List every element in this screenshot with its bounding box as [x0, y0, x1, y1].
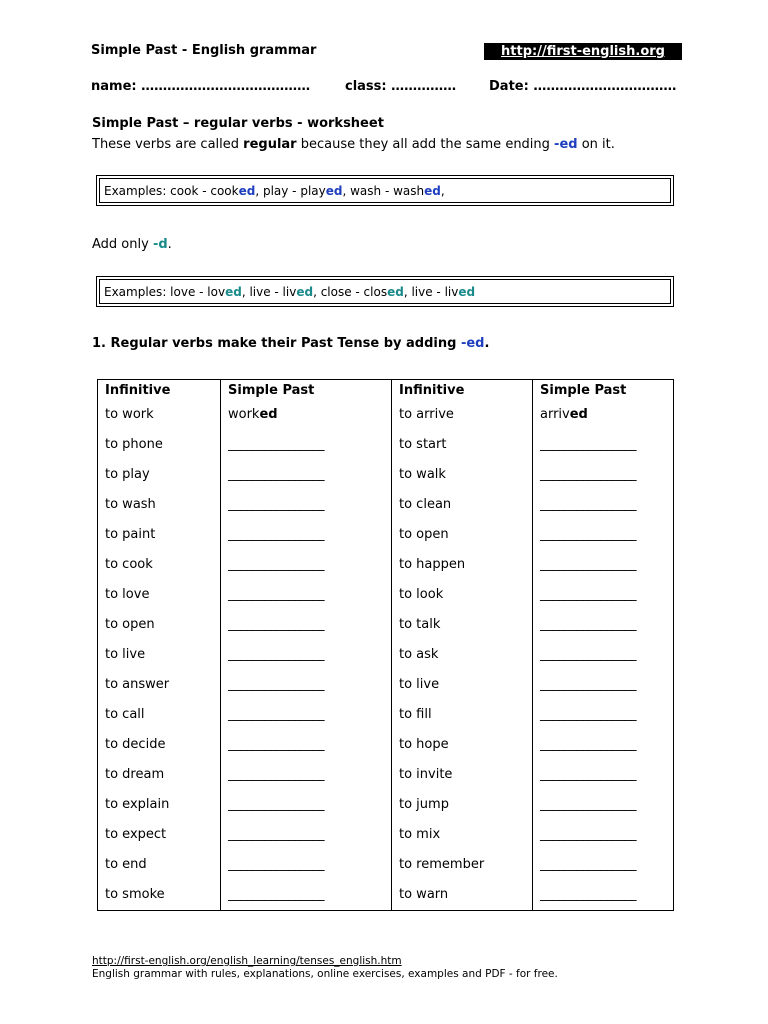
- infinitive-cell: to arrive: [392, 400, 533, 430]
- answer-blank[interactable]: ________________: [533, 820, 674, 850]
- answer-blank[interactable]: ________________: [533, 430, 674, 460]
- answer-blank[interactable]: ________________: [533, 550, 674, 580]
- infinitive-cell: to mix: [392, 820, 533, 850]
- table-row: [98, 760, 674, 790]
- past-example-cell: worked: [221, 400, 392, 430]
- infinitive-cell: to smoke: [98, 880, 221, 911]
- infinitive-cell: to play: [98, 460, 221, 490]
- answer-blank[interactable]: ________________: [533, 640, 674, 670]
- date-field[interactable]: Date: ……………………………: [489, 79, 677, 94]
- answer-blank[interactable]: ________________: [221, 730, 392, 760]
- answer-blank[interactable]: ________________: [533, 700, 674, 730]
- task-heading: 1. Regular verbs make their Past Tense by adding -ed.: [92, 336, 490, 351]
- infinitive-cell: to look: [392, 580, 533, 610]
- table-row: [98, 880, 674, 911]
- table-row: [98, 430, 674, 460]
- answer-blank[interactable]: ________________: [533, 490, 674, 520]
- infinitive-cell: to love: [98, 580, 221, 610]
- table-row: [98, 700, 674, 730]
- infinitive-cell: to clean: [392, 490, 533, 520]
- answer-blank[interactable]: ________________: [533, 580, 674, 610]
- footer-link[interactable]: http://first-english.org/english_learning/tenses_english.htm: [92, 955, 402, 967]
- answer-blank[interactable]: ________________: [221, 670, 392, 700]
- infinitive-cell: to hope: [392, 730, 533, 760]
- infinitive-cell: to remember: [392, 850, 533, 880]
- table-row: [98, 730, 674, 760]
- infinitive-cell: to live: [392, 670, 533, 700]
- header-infinitive: Infinitive: [98, 380, 221, 401]
- header-simple-past: Simple Past: [221, 380, 392, 401]
- infinitive-cell: to talk: [392, 610, 533, 640]
- table-header-row: [98, 380, 674, 401]
- answer-blank[interactable]: ________________: [221, 580, 392, 610]
- table-row: [98, 550, 674, 580]
- answer-blank[interactable]: ________________: [533, 670, 674, 700]
- answer-blank[interactable]: ________________: [533, 610, 674, 640]
- infinitive-cell: to wash: [98, 490, 221, 520]
- answer-blank[interactable]: ________________: [221, 640, 392, 670]
- table-row: [98, 790, 674, 820]
- name-field[interactable]: name: …………………………………: [91, 79, 311, 94]
- table-row: [98, 640, 674, 670]
- infinitive-cell: to warn: [392, 880, 533, 911]
- answer-blank[interactable]: ________________: [221, 430, 392, 460]
- answer-blank[interactable]: ________________: [221, 520, 392, 550]
- infinitive-cell: to explain: [98, 790, 221, 820]
- infinitive-cell: to paint: [98, 520, 221, 550]
- table-row: [98, 460, 674, 490]
- answer-blank[interactable]: ________________: [533, 850, 674, 880]
- footer-text: English grammar with rules, explanations, online exercises, examples and PDF - for free.: [92, 968, 558, 980]
- answer-blank[interactable]: ________________: [221, 850, 392, 880]
- table-row: [98, 850, 674, 880]
- table-row: [98, 820, 674, 850]
- table-row: [98, 490, 674, 520]
- verbs-table: [97, 379, 674, 911]
- infinitive-cell: to end: [98, 850, 221, 880]
- add-only-text: Add only -d.: [92, 237, 172, 252]
- class-field[interactable]: class: ……………: [345, 79, 457, 94]
- answer-blank[interactable]: ________________: [533, 730, 674, 760]
- table-row: [98, 670, 674, 700]
- infinitive-cell: to invite: [392, 760, 533, 790]
- section-title: Simple Past – regular verbs - worksheet: [92, 116, 384, 131]
- infinitive-cell: to expect: [98, 820, 221, 850]
- answer-blank[interactable]: ________________: [221, 610, 392, 640]
- table-row: [98, 520, 674, 550]
- answer-blank[interactable]: ________________: [533, 460, 674, 490]
- infinitive-cell: to call: [98, 700, 221, 730]
- infinitive-cell: to walk: [392, 460, 533, 490]
- infinitive-cell: to jump: [392, 790, 533, 820]
- answer-blank[interactable]: ________________: [221, 460, 392, 490]
- answer-blank[interactable]: ________________: [221, 490, 392, 520]
- infinitive-cell: to live: [98, 640, 221, 670]
- infinitive-cell: to fill: [392, 700, 533, 730]
- table-row: [98, 580, 674, 610]
- answer-blank[interactable]: ________________: [533, 760, 674, 790]
- infinitive-cell: to answer: [98, 670, 221, 700]
- site-link[interactable]: http://first-english.org: [484, 43, 682, 60]
- answer-blank[interactable]: ________________: [221, 880, 392, 911]
- table-row: [98, 400, 674, 430]
- infinitive-cell: to open: [98, 610, 221, 640]
- header-simple-past: Simple Past: [533, 380, 674, 401]
- infinitive-cell: to happen: [392, 550, 533, 580]
- answer-blank[interactable]: ________________: [533, 520, 674, 550]
- header-infinitive: Infinitive: [392, 380, 533, 401]
- answer-blank[interactable]: ________________: [221, 760, 392, 790]
- answer-blank[interactable]: ________________: [221, 700, 392, 730]
- answer-blank[interactable]: ________________: [221, 550, 392, 580]
- page-title: Simple Past - English grammar: [91, 43, 317, 58]
- intro-text: These verbs are called regular because they all add the same ending -ed on it.: [92, 137, 615, 152]
- infinitive-cell: to phone: [98, 430, 221, 460]
- answer-blank[interactable]: ________________: [221, 790, 392, 820]
- past-example-cell: arrived: [533, 400, 674, 430]
- infinitive-cell: to work: [98, 400, 221, 430]
- infinitive-cell: to cook: [98, 550, 221, 580]
- examples-ed-box: Examples: cook - cooked, play - played, wash - washed,: [96, 175, 674, 206]
- infinitive-cell: to decide: [98, 730, 221, 760]
- answer-blank[interactable]: ________________: [533, 880, 674, 911]
- infinitive-cell: to dream: [98, 760, 221, 790]
- infinitive-cell: to start: [392, 430, 533, 460]
- infinitive-cell: to ask: [392, 640, 533, 670]
- answer-blank[interactable]: ________________: [221, 820, 392, 850]
- answer-blank[interactable]: ________________: [533, 790, 674, 820]
- table-row: [98, 610, 674, 640]
- infinitive-cell: to open: [392, 520, 533, 550]
- examples-d-box: Examples: love - loved, live - lived, close - closed, live - lived: [96, 276, 674, 307]
